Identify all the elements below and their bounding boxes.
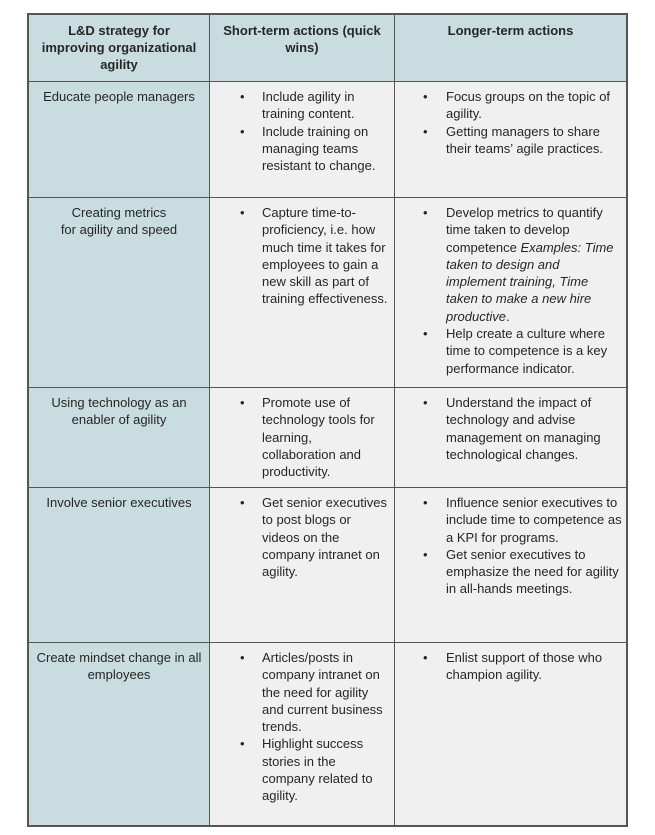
examples-italic: Examples: Time taken to design and implement training, Time taken to make a new hire productive [446, 239, 614, 324]
list-item: • Include training on managing teams resistant to change. [210, 123, 388, 175]
strategy-cell: Create mindset change in all employees [29, 643, 210, 825]
list-item: • Get senior executives to emphasize the need for agility in all-hands meetings. [395, 546, 622, 598]
strategy-line: Creating metrics [71, 205, 167, 220]
short-term-cell [210, 488, 395, 642]
strategy-cell: Educate people managers [29, 82, 210, 197]
header-short-term: Short-term actions (quick wins) [210, 15, 395, 81]
list-item: • Promote use of technology tools for learning, collaboration and productivity. [210, 394, 388, 480]
list-item: • Help create a culture where time to competence is a key performance indicator. [395, 325, 622, 377]
list-item: • Influence senior executives to include time to competence as a KPI for programs. [395, 494, 622, 546]
strategy-cell: Involve senior executives [29, 488, 210, 642]
strategy-cell: Using technology as an enabler of agility [29, 388, 210, 487]
list-item-end: . [505, 308, 510, 324]
table-row [29, 388, 626, 488]
list-item [395, 204, 622, 325]
strategy-cell [29, 198, 210, 387]
list-item-text: Develop metrics to quantify time taken to develop competence [446, 205, 603, 255]
list-item: • Getting managers to share their teams’ agile practices. [395, 123, 622, 158]
long-term-cell [395, 388, 626, 487]
short-term-cell [210, 388, 395, 487]
long-term-cell [395, 82, 626, 197]
header-strategy: L&D strategy for improving organizational agility [29, 15, 210, 81]
short-term-cell [210, 198, 395, 387]
long-term-cell [395, 198, 626, 387]
list-item: • Capture time-to-proficiency, i.e. how much time it takes for employees to gain a new skill as part of training effectiveness. [210, 204, 388, 308]
list-item: • Focus groups on the topic of agility. [395, 88, 622, 123]
header-row [29, 15, 626, 82]
header-long-term: Longer-term actions [395, 15, 626, 81]
long-term-cell [395, 488, 626, 642]
strategy-line: for agility and speed [60, 222, 178, 238]
agility-strategy-table [27, 13, 628, 827]
list-item: • Understand the impact of technology and advise management on managing technological changes. [395, 394, 622, 463]
list-item: • Articles/posts in company intranet on the need for agility and current business trends. [210, 649, 388, 735]
table-row [29, 488, 626, 643]
table-row [29, 82, 626, 198]
long-term-cell [395, 643, 626, 825]
list-item: • Highlight success stories in the company related to agility. [210, 735, 388, 804]
list-item: • Get senior executives to post blogs or videos on the company intranet on agility. [210, 494, 388, 580]
short-term-cell [210, 643, 395, 825]
table-row [29, 198, 626, 388]
short-term-cell [210, 82, 395, 197]
list-item: • Include agility in training content. [210, 88, 388, 123]
list-item: • Enlist support of those who champion agility. [395, 649, 622, 684]
table-row [29, 643, 626, 825]
